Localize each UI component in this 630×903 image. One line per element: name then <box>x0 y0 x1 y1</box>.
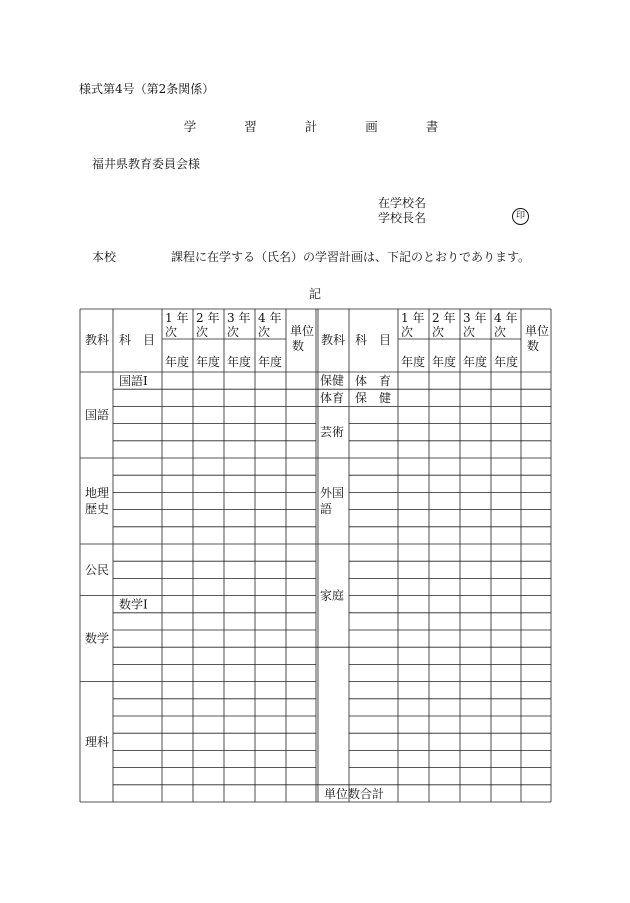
left-header-year-2: 2 年 <box>196 311 220 325</box>
left-group-name-2: 地理 <box>85 486 110 500</box>
left-group-name-4: 数学 <box>85 631 110 646</box>
right-group-name-1: 保健 <box>320 373 345 388</box>
left-header-year-ji-2: 次 <box>196 325 209 339</box>
ki-heading: 記 <box>308 287 321 301</box>
left-header-subject: 科 目 <box>119 333 156 347</box>
right-header-nendo-3: 年度 <box>463 355 488 369</box>
seal-mark: 印 <box>512 208 529 225</box>
right-subject-2: 保 健 <box>355 391 392 406</box>
right-group-name-4: 外国 <box>320 486 345 500</box>
right-header-year-3: 3 年 <box>463 311 487 325</box>
right-header-year-ji-3: 次 <box>463 325 476 339</box>
left-header-credits: 単位 <box>290 324 315 338</box>
right-group-name-3: 芸術 <box>320 425 345 440</box>
left-header-nendo-1: 年度 <box>165 355 190 369</box>
document-title: 学 習 計 画 書 <box>183 119 461 134</box>
right-header-year-2: 2 年 <box>432 311 456 325</box>
left-group-name-3: 公民 <box>85 562 110 577</box>
right-header-credits: 単位 <box>525 324 550 338</box>
form-number: 様式第4号（第2条関係） <box>79 82 215 96</box>
left-header-nendo-4: 年度 <box>258 355 283 369</box>
right-header-subject: 科 目 <box>355 333 392 347</box>
right-header-subject-area: 教科 <box>321 333 346 347</box>
right-group-name-2: 体育 <box>320 390 345 405</box>
right-subject-1: 体 育 <box>355 374 392 388</box>
left-header-year-4: 4 年 <box>258 311 282 325</box>
right-header-nendo-4: 年度 <box>494 355 519 369</box>
left-header-nendo-2: 年度 <box>196 355 221 369</box>
school-name-label: 在学校名 <box>378 196 427 210</box>
left-subject-1: 国語Ⅰ <box>119 374 148 388</box>
body-lead-text: 本校 <box>92 250 117 264</box>
left-header-year-1: 1 年 <box>165 311 189 325</box>
left-group-name-2: 歴史 <box>85 502 110 516</box>
right-header-year-ji-1: 次 <box>401 325 414 339</box>
right-header-credits-2: 数 <box>527 339 540 353</box>
left-header-credits-2: 数 <box>292 339 305 353</box>
right-group-name-4: 語 <box>320 502 333 516</box>
right-header-nendo-1: 年度 <box>401 355 426 369</box>
left-group-name-1: 国語 <box>85 408 110 422</box>
left-header-year-ji-4: 次 <box>258 325 271 339</box>
left-subject-4: 数学Ⅰ <box>119 597 148 612</box>
right-group-name-5: 家庭 <box>320 588 345 603</box>
right-header-year-4: 4 年 <box>494 311 518 325</box>
left-header-year-ji-1: 次 <box>165 325 178 339</box>
right-header-year-ji-4: 次 <box>494 325 507 339</box>
right-header-year-ji-2: 次 <box>432 325 445 339</box>
principal-name-label: 学校長名 <box>378 211 427 225</box>
total-credits-label: 単位数合計 <box>324 787 385 801</box>
body-statement: 課程に在学する（氏名）の学習計画は、下記のとおりであります。 <box>171 250 531 264</box>
left-header-nendo-3: 年度 <box>227 355 252 369</box>
addressee: 福井県教育委員会様 <box>92 157 201 171</box>
left-header-year-ji-3: 次 <box>227 325 240 339</box>
right-header-nendo-2: 年度 <box>432 355 457 369</box>
right-header-year-1: 1 年 <box>401 311 425 325</box>
left-header-year-3: 3 年 <box>227 311 251 325</box>
left-group-name-5: 理科 <box>85 734 110 749</box>
left-header-subject-area: 教科 <box>85 333 110 347</box>
